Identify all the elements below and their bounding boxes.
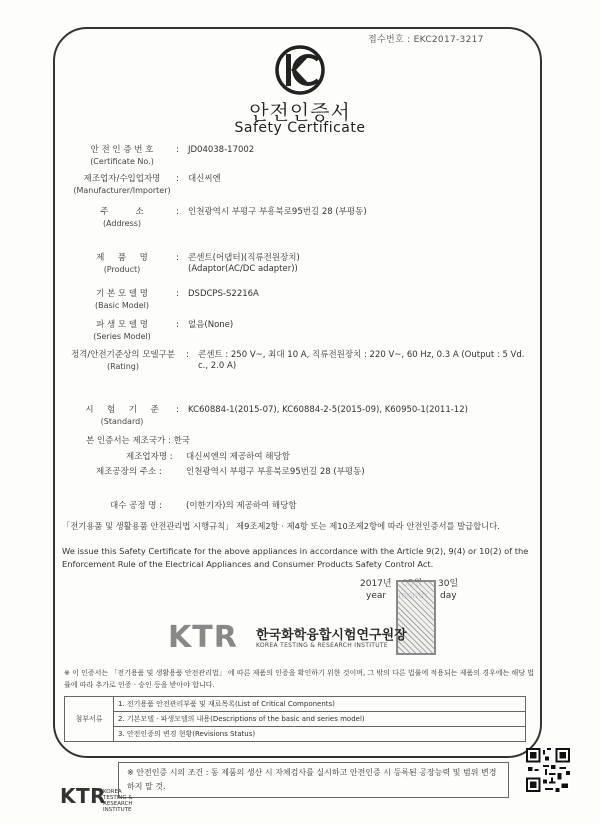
- title-korean: 안전인증서: [249, 100, 351, 124]
- attachments-head: 첨부서류: [65, 697, 114, 742]
- rating-label: 정격/안전기준상의 모델구분 (Rating): [70, 350, 176, 371]
- manufacturer-label: 제조업자/수입업자명 (Manufacturer/Importer): [73, 174, 171, 195]
- attachment-item: 2. 기본모델 · 파생모델의 내용(Descriptions of the basic and series model): [114, 712, 526, 727]
- address-value: 인천광역시 부평구 부흥북로95번길 28 (부평동): [188, 207, 367, 217]
- kc-mark-icon: [274, 44, 326, 96]
- certification-condition-box: ※ 안전인증 시의 조건 : 동 제품의 생산 시 자체검사를 실시하고 안전인증 시 등록된 공장능력 및 범위 변경하지 말 것.: [118, 762, 509, 798]
- maker-value: 대신씨엔의 제공하여 해당함: [186, 452, 290, 462]
- cert-no-label: 안 전 인 증 번 호 (Certificate No.): [90, 145, 154, 166]
- factory-label: 제조공장의 주소 :: [96, 467, 162, 477]
- ceo-value: (이한기자)의 제공하여 해당함: [186, 501, 297, 511]
- date-year: 2017년: [360, 579, 392, 589]
- address-label: 주 소 (Address): [100, 207, 144, 228]
- legal-note: ※ 이 인증서는 「전기용품 및 생활용품 안전관리법」 에 따른 제품의 인증을 확인하기 위한 것이며, 그 밖의 다른 법률에 적용되는 제품의 경우에는 해당 법률에 따라 추가로 인증 · 승인 등을 받아야 합니다.: [64, 669, 534, 689]
- issuer-name-english: KOREA TESTING & RESEARCH INSTITUTE: [256, 642, 388, 649]
- basic-model-label: 기 본 모 델 명 (Basic Model): [95, 289, 149, 310]
- ktr-footer-logo: KTR: [60, 784, 107, 808]
- attachment-item: 3. 안전인증의 변경 현황(Revisions Status): [114, 727, 526, 742]
- attachment-item: 1. 전기용품 안전관리부품 및 재료목록(List of Critical Components): [114, 697, 526, 712]
- ceo-label: 대수 공정 명 :: [110, 501, 163, 511]
- statement-korean: 「전기용품 및 생활용품 안전관리법 시행규칙」 제9조제2항 · 제4항 또는 제10조제2항에 따라 안전인증서를 발급합니다.: [62, 521, 500, 531]
- maker-label: 제조업자명 :: [126, 452, 173, 462]
- factory-value: 인천광역시 부평구 부흥북로95번길 28 (부평동): [186, 467, 365, 477]
- date-day-en: day: [440, 591, 457, 601]
- rating-value: 콘센트 : 250 V~, 최대 10 A, 직류전원장치 : 220 V~, 60 Hz, 0.3 A (Output : 5 Vd. c., 2.0 A): [198, 350, 525, 371]
- official-seal: [396, 580, 436, 655]
- product-value: 콘센트(어댑터)(직류전원장치) (Adaptor(AC/DC adapter)): [188, 253, 300, 274]
- standard-value: KC60884-1(2015-07), KC60884-2-5(2015-09), K60950-1(2011-12): [188, 405, 468, 415]
- cert-no-value: JD04038-17002: [188, 145, 255, 155]
- manufacturer-value: 대신씨엔: [188, 174, 221, 184]
- series-model-value: 없음(None): [188, 320, 234, 330]
- attachments-table: [64, 696, 526, 742]
- basic-model-value: DSDCPS-S2216A: [188, 289, 259, 299]
- qr-code-icon: [526, 748, 570, 792]
- standard-label: 시 험 기 준 (Standard): [85, 405, 159, 426]
- series-model-label: 파 생 모 델 명 (Series Model): [93, 320, 151, 341]
- date-day: 30일: [438, 579, 459, 589]
- country-line: 본 인증서는 제조국가 : 한국: [86, 436, 190, 446]
- date-year-en: year: [366, 591, 387, 601]
- ktr-logo: KTR: [168, 620, 238, 655]
- statement-english: We issue this Safety Certificate for the above appliances in accordance with the Article 9(2), 9(4) or 10(2) of the Enforcement Rule of the Electrical Appliances and Consumer Products Safety Control Act.: [62, 546, 529, 569]
- title-english: Safety Certificate: [234, 120, 366, 136]
- product-label: 제 품 명 (Product): [96, 253, 148, 274]
- document-number: 접수번호 : EKC2017-3217: [368, 35, 484, 45]
- issuer-name-korean: 한국화학융합시험연구원장: [256, 628, 407, 643]
- ktr-footer-name: KOREA TESTING & RESEARCH INSTITUTE: [103, 789, 133, 813]
